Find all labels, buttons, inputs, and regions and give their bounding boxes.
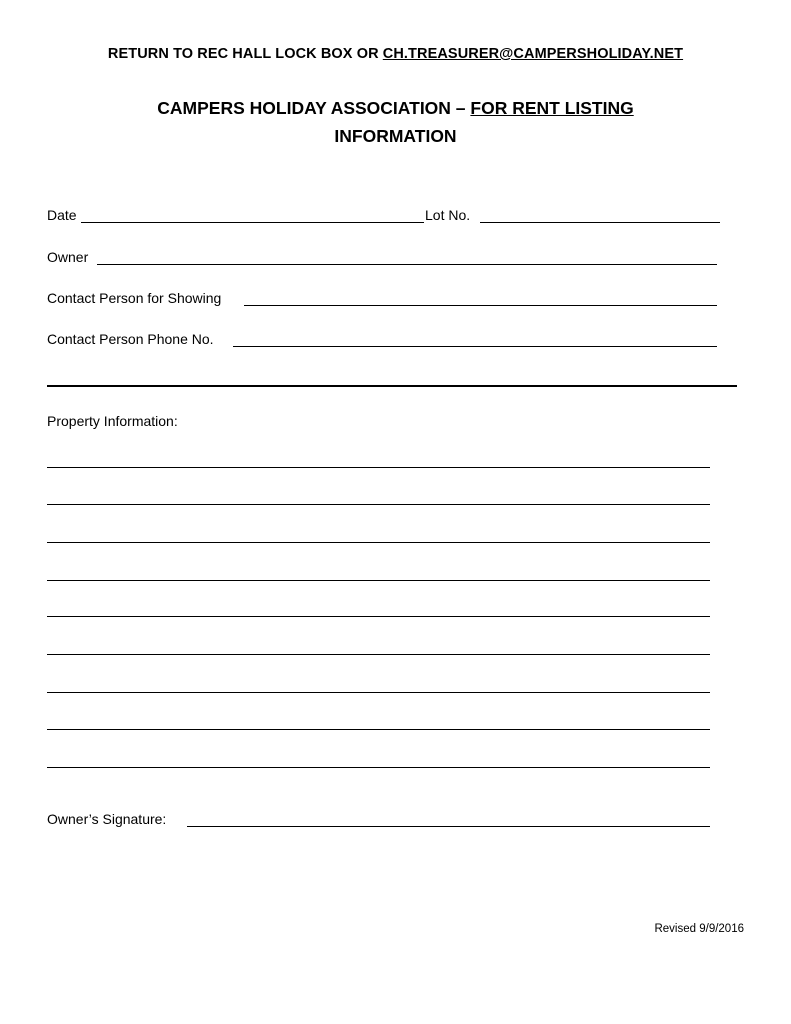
- lot-no-label: Lot No.: [425, 207, 471, 223]
- property-info-line[interactable]: [47, 692, 710, 693]
- form-title-for-rent: FOR RENT LISTING: [470, 98, 634, 118]
- form-title-association: CAMPERS HOLIDAY ASSOCIATION –: [157, 98, 471, 118]
- property-info-line[interactable]: [47, 467, 710, 468]
- lot-no-field-line[interactable]: [480, 222, 720, 223]
- property-info-line[interactable]: [47, 729, 710, 730]
- return-instruction-text: RETURN TO REC HALL LOCK BOX OR: [107, 46, 383, 62]
- property-info-line[interactable]: [47, 580, 710, 581]
- owner-field-line[interactable]: [97, 264, 717, 265]
- return-instruction: [0, 46, 791, 62]
- property-info-label: Property Information:: [47, 413, 178, 429]
- contact-person-label: Contact Person for Showing: [47, 290, 222, 306]
- contact-person-field-line[interactable]: [244, 305, 717, 306]
- date-label: Date: [47, 207, 77, 223]
- contact-phone-label: Contact Person Phone No.: [47, 331, 214, 347]
- property-info-line[interactable]: [47, 504, 710, 505]
- property-info-line[interactable]: [47, 616, 710, 617]
- treasurer-email-link[interactable]: CH.TREASURER@CAMPERSHOLIDAY.NET: [382, 46, 684, 62]
- section-divider: [47, 385, 737, 387]
- owner-signature-label: Owner’s Signature:: [47, 811, 167, 827]
- owner-label: Owner: [47, 249, 89, 265]
- form-title: [0, 98, 791, 119]
- date-field-line[interactable]: [81, 222, 424, 223]
- contact-phone-field-line[interactable]: [233, 346, 717, 347]
- property-info-line[interactable]: [47, 654, 710, 655]
- form-title-line2: INFORMATION: [334, 126, 457, 146]
- owner-signature-field-line[interactable]: [187, 826, 710, 827]
- property-info-line[interactable]: [47, 542, 710, 543]
- revision-date: Revised 9/9/2016: [654, 923, 744, 935]
- property-info-line[interactable]: [47, 767, 710, 768]
